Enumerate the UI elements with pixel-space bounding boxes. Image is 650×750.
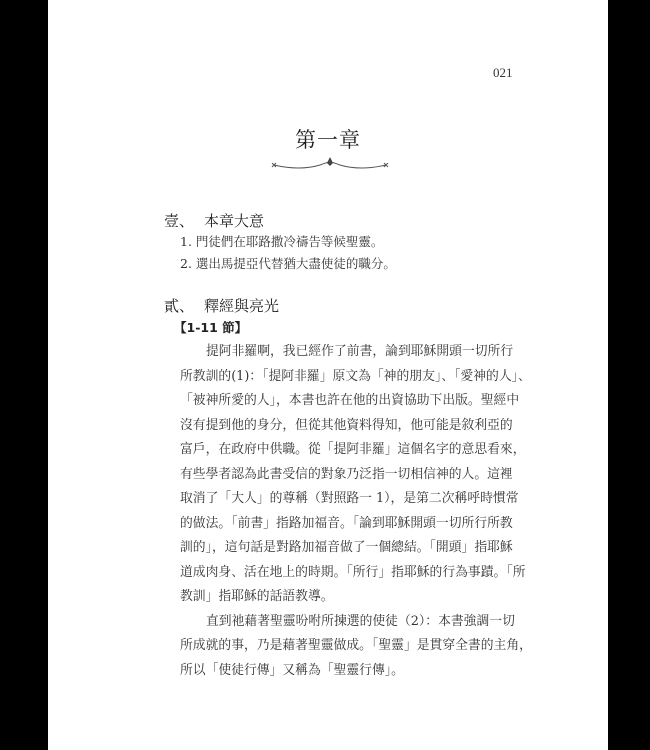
- list-item: 1. 門徒們在耶路撒冷禱告等候聖靈。: [180, 234, 384, 249]
- text-line: 教訓」指耶穌的話語教導。: [180, 589, 334, 604]
- section-heading-summary: [164, 210, 264, 231]
- text-line: 直到祂藉著聖靈吩咐所揀選的使徒（2）：本書強調一切: [206, 613, 515, 629]
- text-line: 富戶，在政府中供職。從「提阿非羅」這個名字的意思看來，: [180, 442, 526, 457]
- text-line: 所以「使徒行傳」又稱為「聖靈行傳」。: [180, 662, 404, 678]
- section-heading-exegesis: [164, 295, 279, 316]
- section-number: 壹、: [164, 212, 195, 230]
- text-line: 所成就的事，乃是藉著聖靈做成。「聖靈」是貫穿全書的主角，: [180, 638, 532, 653]
- text-line: 沒有提到他的身分，但從其他資料得知，他可能是敘利亞的: [180, 417, 513, 433]
- chapter-title: 第一章: [295, 128, 361, 152]
- text-line: 提阿非羅啊，我已經作了前書，論到耶穌開頭一切所行: [206, 344, 514, 359]
- divider-ornament-icon: [270, 155, 390, 175]
- text-line: 的做法。「前書」指路加福音。「論到耶穌開頭一切所行所教: [180, 515, 513, 531]
- list-item: 2. 選出馬提亞代替猶大盡使徒的職分。: [180, 256, 396, 271]
- verse-range-tag: 【1-11 節】: [174, 320, 248, 335]
- section-title: 本章大意: [204, 212, 265, 230]
- summary-list: [180, 231, 396, 275]
- page-number: 021: [493, 65, 513, 80]
- text-line: 道成肉身、活在地上的時期。「所行」指耶穌的行為事蹟。「所: [180, 564, 526, 580]
- text-line: 取消了「大人」的尊稱（對照路一 1），是第二次稱呼時慣常: [180, 491, 519, 506]
- section-title: 釋經與亮光: [204, 297, 280, 315]
- book-page: [48, 0, 608, 750]
- text-line: 有些學者認為此書受信的對象乃泛指一切相信神的人。這裡: [180, 466, 513, 482]
- section-number: 貳、: [164, 297, 195, 315]
- text-line: 所教訓的(1)：「提阿非羅」原文為「神的朋友」、「愛神的人」、: [180, 368, 531, 384]
- paragraph-1: [180, 340, 532, 683]
- text-line: 訓的」，這句話是對路加福音做了一個總結。「開頭」指耶穌: [180, 540, 513, 555]
- text-line: 「被神所愛的人」，本書也許在他的出資協助下出版。聖經中: [180, 393, 520, 408]
